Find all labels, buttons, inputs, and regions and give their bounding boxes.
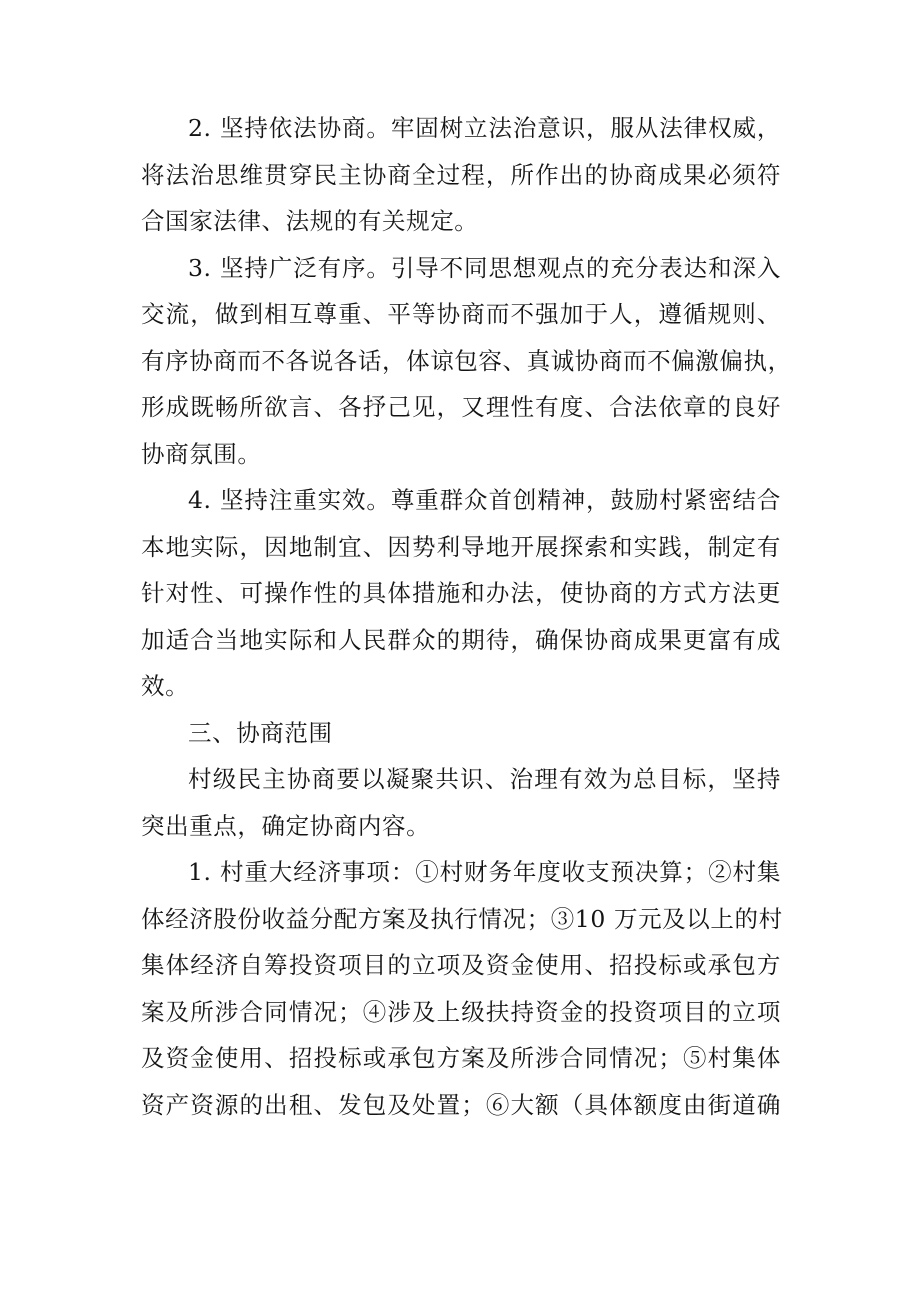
text-line: 案及所涉合同情况；④涉及上级扶持资金的投资项目的立项 — [141, 997, 781, 1026]
text-line: 体经济股份收益分配方案及执行情况；③10 万元及以上的村 — [141, 904, 783, 933]
text-line: 形成既畅所欲言、各抒己见，又理性有度、合法依章的良好 — [141, 393, 781, 421]
section-heading-scope — [141, 710, 781, 757]
paragraph-practical-results — [141, 477, 781, 710]
text-line: 合国家法律、法规的有关规定。 — [141, 207, 479, 235]
section-heading-text: 三、协商范围 — [188, 718, 333, 747]
text-line: 将法治思维贯穿民主协商全过程，所作出的协商成果必须符 — [141, 160, 781, 189]
text-line: 本地实际，因地制宜、因势利导地开展探索和实践，制定有 — [141, 532, 781, 561]
text-line: 突出重点，确定协商内容。 — [141, 811, 431, 840]
text-line: 村级民主协商要以凝聚共识、治理有效为总目标，坚持 — [188, 765, 781, 793]
text-line: 及资金使用、招投标或承包方案及所涉合同情况；⑤村集体 — [141, 1044, 781, 1072]
paragraph-broad-orderly — [141, 245, 792, 478]
paragraph-adhere-law — [141, 105, 781, 245]
paragraph-economic-matters — [141, 849, 781, 1128]
text-line: 效。 — [141, 672, 190, 700]
text-line: 集体经济自筹投资项目的立项及资金使用、招投标或承包方 — [141, 951, 781, 979]
text-line: 2. 坚持依法协商。牢固树立法治意识，服从法律权威， — [188, 114, 781, 142]
text-line: 协商氛围。 — [141, 439, 262, 468]
text-line: 3. 坚持广泛有序。引导不同思想观点的充分表达和深入 — [188, 253, 781, 282]
text-line: 针对性、可操作性的具体措施和办法，使协商的方式方法更 — [141, 579, 781, 607]
document-body — [141, 105, 792, 1128]
text-line: 资产资源的出租、发包及处置；⑥大额（具体额度由街道确 — [141, 1090, 781, 1119]
paragraph-scope-intro — [141, 756, 781, 849]
text-line: 有序协商而不各说各话，体谅包容、真诚协商而不偏激偏执， — [141, 346, 792, 375]
text-line: 4. 坚持注重实效。尊重群众首创精神，鼓励村紧密结合 — [188, 486, 781, 514]
text-line: 加适合当地实际和人民群众的期待，确保协商成果更富有成 — [141, 625, 781, 654]
text-line: 1. 村重大经济事项：①村财务年度收支预决算；②村集 — [188, 858, 781, 886]
text-line: 交流，做到相互尊重、平等协商而不强加于人，遵循规则、 — [141, 300, 781, 328]
